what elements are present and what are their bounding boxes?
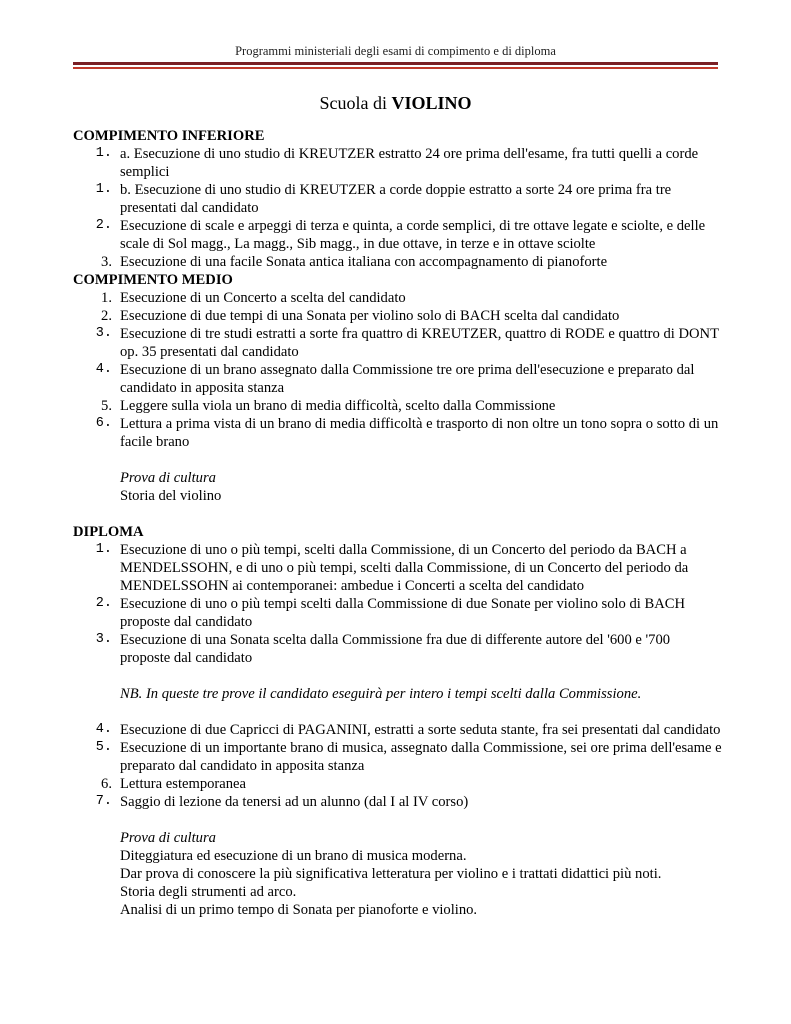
list-item: [73, 631, 723, 667]
list-item: [73, 397, 723, 415]
list-item-number: 2.: [95, 596, 112, 611]
list-item-number: 5.: [95, 740, 112, 755]
spacer: [73, 505, 723, 523]
list-item: [73, 217, 723, 253]
list-item-text: Lettura estemporanea: [120, 776, 247, 792]
list-item-number: 6.: [95, 416, 112, 431]
list-item-text: Esecuzione di uno o più tempi, scelti dalla Commissione, di un Concerto del periodo da BACH a MENDELSSOHN, e di uno o più tempi, scelti dalla Commissione, di un Concerto del periodo da MENDELSSOHN ai contemporanei: ambedue i Concerti a scelta del candidato: [120, 542, 689, 594]
list-item-text: Esecuzione di una Sonata scelta dalla Commissione fra due di differente autore del '600 e '700 proposte dal candidato: [120, 632, 671, 666]
list-item-number: 3.: [95, 326, 112, 341]
title-prefix: Scuola di: [319, 93, 387, 113]
list-item-number: 2.: [95, 218, 112, 233]
list-item-number: 3.: [101, 254, 112, 270]
list-item-text: Leggere sulla viola un brano di media difficoltà, scelto dalla Commissione: [120, 398, 556, 414]
list-item-text: Esecuzione di un importante brano di musica, assegnato dalla Commissione, sei ore prima dell'esame e preparato dal candidato in apposita stanza: [120, 740, 722, 774]
list-item-number: 7.: [95, 794, 112, 809]
list-item: [73, 415, 723, 451]
header-rule-dark: [73, 62, 718, 65]
list-diploma-a: [73, 541, 723, 667]
culture-label-diploma: Prova di cultura: [120, 830, 216, 846]
culture-line: Storia degli strumenti ad arco.: [120, 884, 297, 900]
list-item: [73, 793, 723, 811]
list-item-text: Esecuzione di un brano assegnato dalla Commissione tre ore prima dell'esecuzione e preparato dal candidato in apposita stanza: [120, 362, 695, 396]
list-item: [73, 289, 723, 307]
list-item: [73, 253, 723, 271]
title-instrument: VIOLINO: [391, 93, 472, 113]
list-item-number: 5.: [101, 398, 112, 414]
section-heading-compimento-medio: COMPIMENTO MEDIO: [73, 272, 233, 288]
spacer: [73, 667, 723, 685]
section-heading-compimento-inferiore: COMPIMENTO INFERIORE: [73, 128, 265, 144]
list-item-text: Esecuzione di due tempi di una Sonata per violino solo di BACH scelta dal candidato: [120, 308, 620, 324]
list-item-number: 4.: [95, 722, 112, 737]
culture-lines-medio: [73, 487, 723, 505]
list-item: [73, 325, 723, 361]
diploma-note: NB. In queste tre prove il candidato eseguirà per intero i tempi scelti dalla Commissione.: [120, 686, 642, 702]
list-item-number: 3.: [95, 632, 112, 647]
culture-line: Diteggiatura ed esecuzione di un brano di musica moderna.: [120, 848, 467, 864]
list-item-number: 1.: [101, 290, 112, 306]
culture-line: Analisi di un primo tempo di Sonata per pianoforte e violino.: [120, 902, 478, 918]
list-item-number: 1.: [95, 146, 112, 161]
running-header: Programmi ministeriali degli esami di compimento e di diploma: [235, 44, 556, 58]
list-item-number: 2.: [101, 308, 112, 324]
spacer: [73, 451, 723, 469]
list-item-number: 1.: [95, 182, 112, 197]
list-item-number: 4.: [95, 362, 112, 377]
list-item-text: Esecuzione di una facile Sonata antica italiana con accompagnamento di pianoforte: [120, 254, 608, 270]
culture-label-medio: Prova di cultura: [120, 470, 216, 486]
list-item-text: Esecuzione di due Capricci di PAGANINI, estratti a sorte seduta stante, fra sei presentati dal candidato: [120, 722, 721, 738]
list-item-text: Esecuzione di uno o più tempi scelti dalla Commissione di due Sonate per violino solo di BACH proposte dal candidato: [120, 596, 686, 630]
list-item: [73, 307, 723, 325]
list-item-text: Esecuzione di un Concerto a scelta del candidato: [120, 290, 406, 306]
section-heading-diploma: DIPLOMA: [73, 524, 144, 540]
culture-line: Dar prova di conoscere la più significativa letteratura per violino e i trattati didattici più noti.: [120, 866, 662, 882]
document-title: [73, 93, 718, 114]
list-item-text: Lettura a prima vista di un brano di media difficoltà e trasporto di non oltre un tono sopra o sotto di un facile brano: [120, 416, 719, 450]
list-item-text: b. Esecuzione di uno studio di KREUTZER a corde doppie estratto a sorte 24 ore prima fra tre presentati dal candidato: [120, 182, 672, 216]
culture-line: Storia del violino: [120, 488, 222, 504]
list-item-text: Esecuzione di scale e arpeggi di terza e quinta, a corde semplici, di tre ottave legate e sciolte, e delle scale di Sol magg., La magg., Sib magg., in due ottave, in terze e in ottave sciolte: [120, 218, 706, 252]
list-item: [73, 595, 723, 631]
spacer: [73, 811, 723, 829]
list-item: [73, 739, 723, 775]
list-item: [73, 361, 723, 397]
list-item: [73, 145, 723, 181]
list-item: [73, 541, 723, 595]
list-diploma-b: [73, 721, 723, 811]
list-compimento-inferiore: [73, 145, 723, 271]
header-rule-light: [73, 67, 718, 69]
list-item-number: 1.: [95, 542, 112, 557]
list-compimento-medio: [73, 289, 723, 451]
list-item-text: Esecuzione di tre studi estratti a sorte fra quattro di KREUTZER, quattro di RODE e quattro di DONT op. 35 presentati dal candidato: [120, 326, 719, 360]
spacer: [73, 703, 723, 721]
list-item-number: 6.: [101, 776, 112, 792]
list-item-text: a. Esecuzione di uno studio di KREUTZER estratto 24 ore prima dell'esame, fra tutti quelli a corde semplici: [120, 146, 699, 180]
list-item: [73, 181, 723, 217]
culture-lines-diploma: [73, 847, 723, 919]
list-item: [73, 721, 723, 739]
document-body: [73, 127, 723, 919]
list-item: [73, 775, 723, 793]
list-item-text: Saggio di lezione da tenersi ad un alunno (dal I al IV corso): [120, 794, 469, 810]
